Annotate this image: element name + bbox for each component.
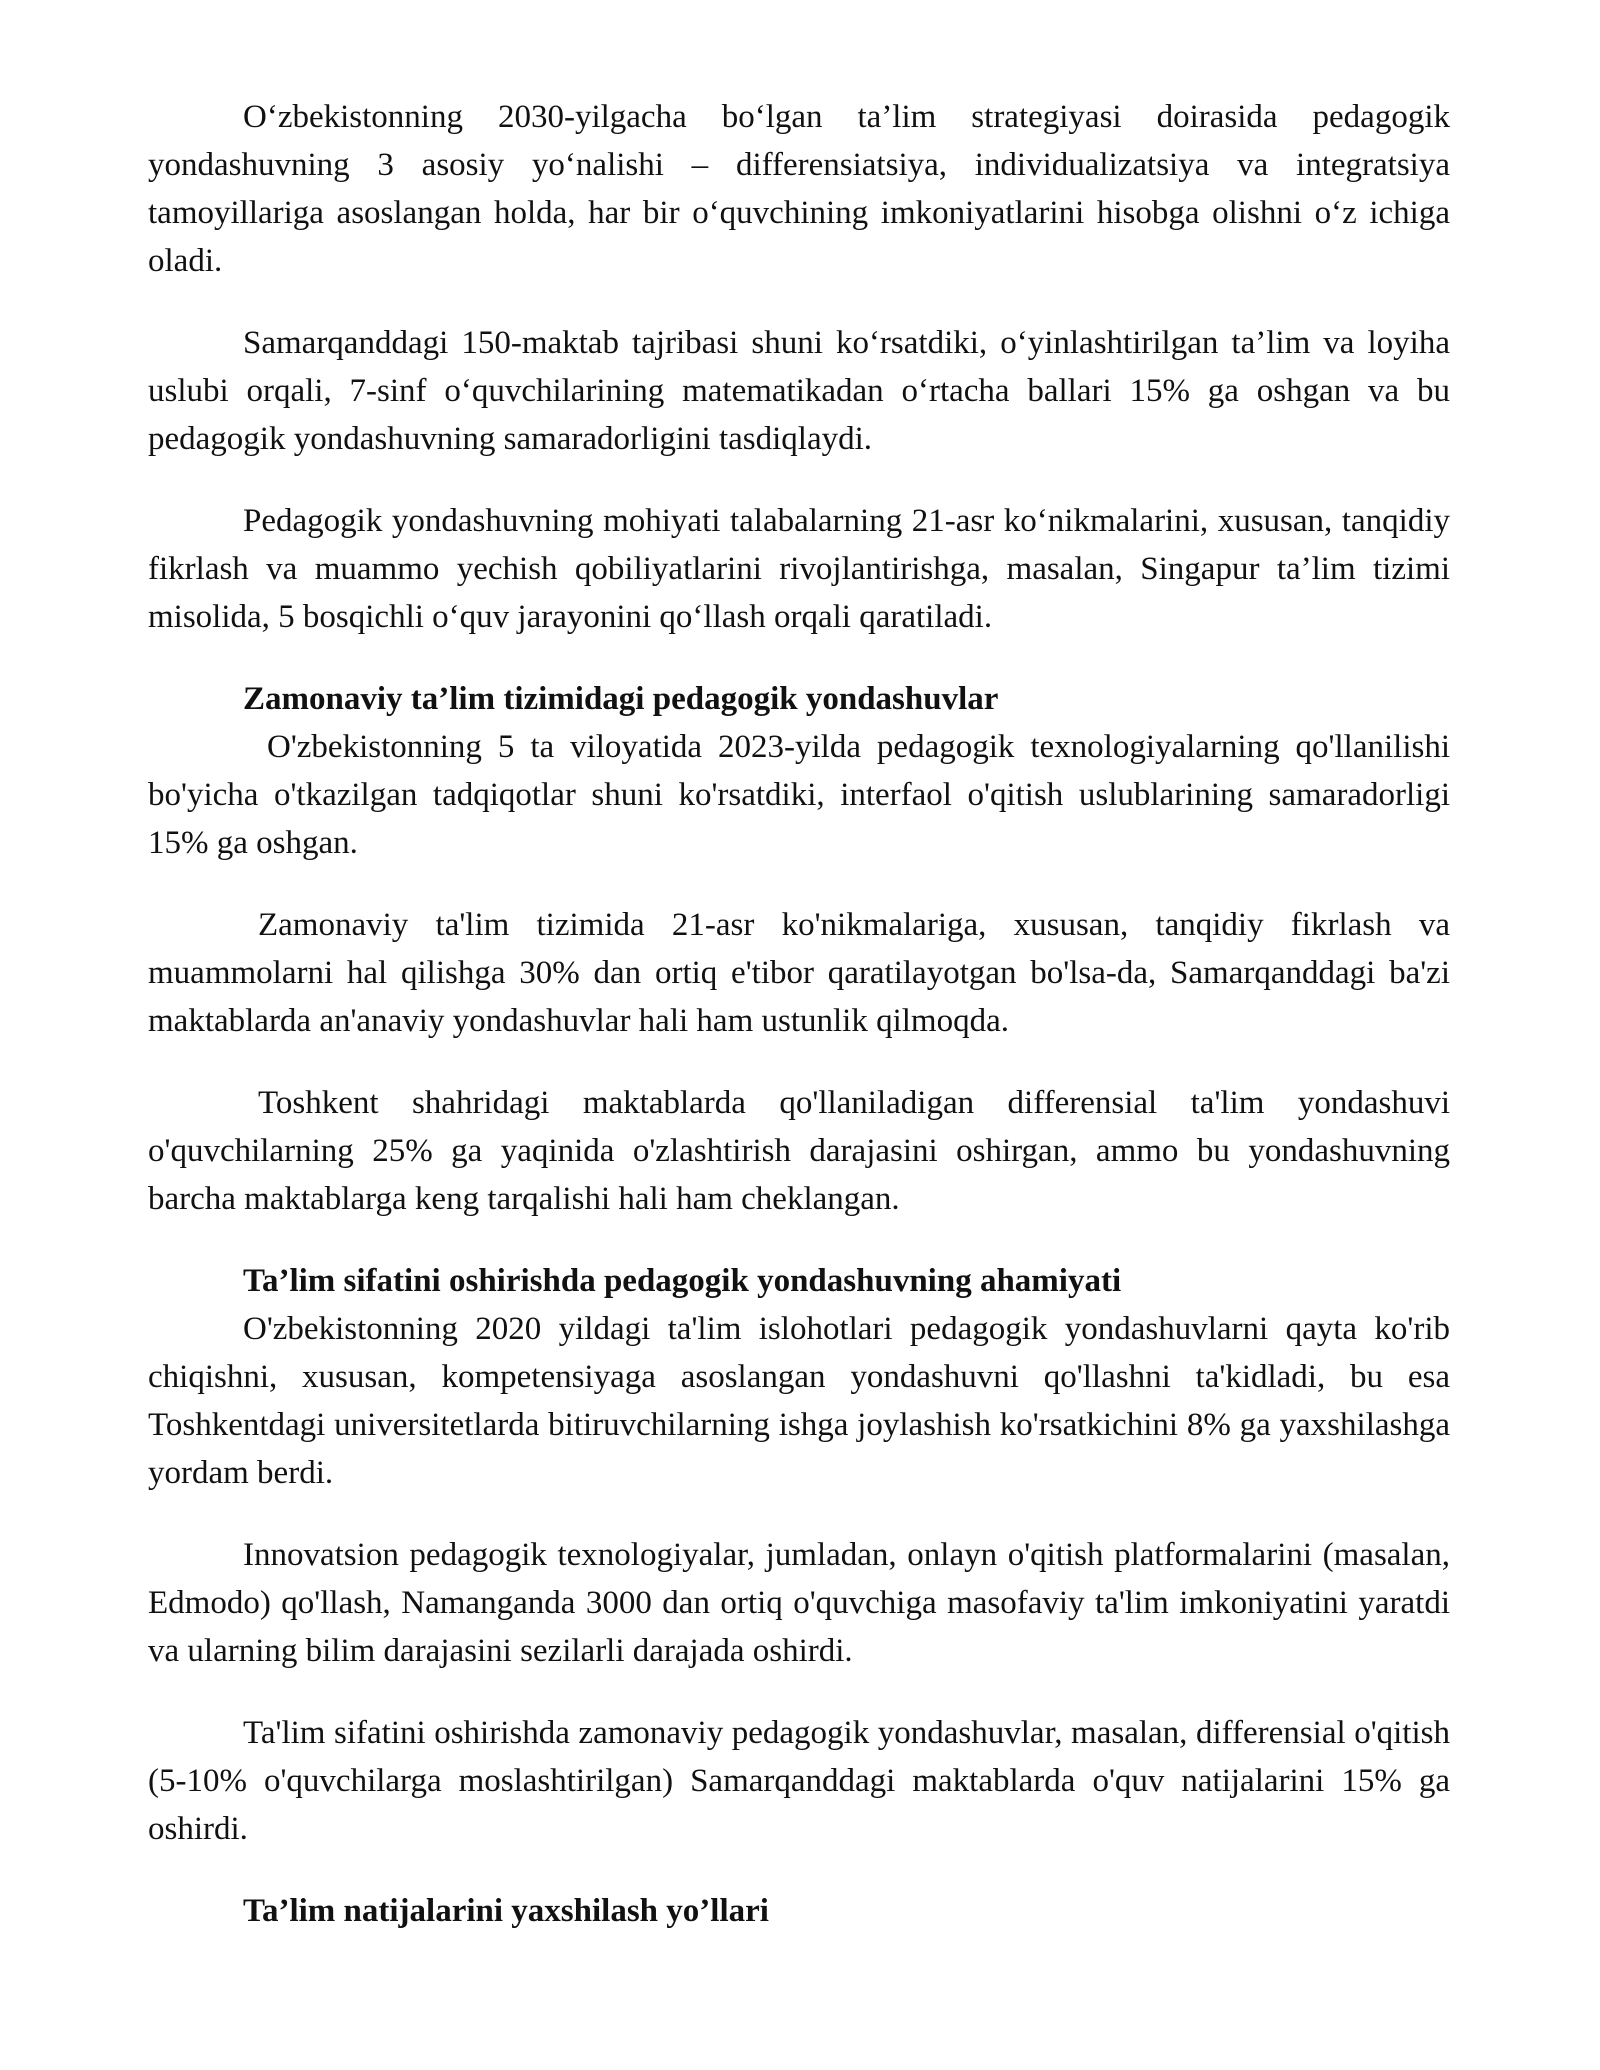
paragraph-innovative-technologies: Innovatsion pedagogik texnologiyalar, jumladan, onlayn o'qitish platformalarini (masalan, Edmodo) qo'llash, Namanganda 3000 dan ortiq o'quvchiga masofaviy ta'lim imkoniyatini yaratdi va ularning bilim darajasini sezilarli darajada oshirdi. — [148, 1537, 1450, 1669]
section-heading-improving-results: Ta’lim natijalarini yaxshilash yo’llari — [243, 1893, 769, 1929]
paragraph-strategy: O‘zbekistonning 2030-yilgacha bo‘lgan ta’lim strategiyasi doirasida pedagogik yondashuvning 3 asosiy yo‘nalishi – differensiatsiya, individualizatsiya va integratsiya tamoyillariga asoslangan holda, har bir o‘quvchining imkoniyatlarini hisobga olishni o‘z ichiga oladi. — [148, 99, 1450, 279]
paragraph-2020-reforms: O'zbekistonning 2020 yildagi ta'lim islohotlari pedagogik yondashuvlarni qayta ko'rib chiqishni, xususan, kompetensiyaga asoslangan yondashuvni qo'llashni ta'kidladi, bu esa Toshkentdagi universitetlarda bitiruvchilarning ishga joylashish ko'rsatkichini 8% ga yaxshilashga yordam berdi. — [148, 1311, 1450, 1491]
paragraph-21st-century-skills: Zamonaviy ta'lim tizimida 21-asr ko'nikmalariga, xususan, tanqidiy fikrlash va muammolarni hal qilishga 30% dan ortiq e'tibor qaratilayotgan bo'lsa-da, Samarqanddagi ba'zi maktablarda an'anaviy yondashuvlar hali ham ustunlik qilmoqda. — [148, 907, 1450, 1039]
document-page — [148, 93, 1450, 1935]
section-heading-education-quality: Ta’lim sifatini oshirishda pedagogik yondashuvning ahamiyati — [243, 1263, 1122, 1299]
paragraph-regions-research: O'zbekistonning 5 ta viloyatida 2023-yilda pedagogik texnologiyalarning qo'llanilishi bo'yicha o'tkazilgan tadqiqotlar shuni ko'rsatdiki, interfaol o'qitish uslublarining samaradorligi 15% ga oshgan. — [148, 729, 1450, 861]
section-heading-modern-education: Zamonaviy ta’lim tizimidagi pedagogik yondashuvlar — [243, 681, 999, 717]
paragraph-differential-teaching: Ta'lim sifatini oshirishda zamonaviy pedagogik yondashuvlar, masalan, differensial o'qitish (5-10% o'quvchilarga moslashtirilgan) Samarqanddagi maktablarda o'quv natijalarini 15% ga oshirdi. — [148, 1715, 1450, 1847]
paragraph-essence: Pedagogik yondashuvning mohiyati talabalarning 21-asr ko‘nikmalarini, xususan, tanqidiy fikrlash va muammo yechish qobiliyatlarini rivojlantirishga, masalan, Singapur ta’lim tizimi misolida, 5 bosqichli o‘quv jarayonini qo‘llash orqali qaratiladi. — [148, 503, 1450, 635]
paragraph-tashkent-schools: Toshkent shahridagi maktablarda qo'llaniladigan differensial ta'lim yondashuvi o'quvchilarning 25% ga yaqinida o'zlashtirish darajasini oshirgan, ammo bu yondashuvning barcha maktablarga keng tarqalishi hali ham cheklangan. — [148, 1085, 1450, 1217]
paragraph-samarqand-school: Samarqanddagi 150-maktab tajribasi shuni ko‘rsatdiki, o‘yinlashtirilgan ta’lim va loyiha uslubi orqali, 7-sinf o‘quvchilarining matematikadan o‘rtacha ballari 15% ga oshgan va bu pedagogik yondashuvning samaradorligini tasdiqlaydi. — [148, 325, 1450, 457]
